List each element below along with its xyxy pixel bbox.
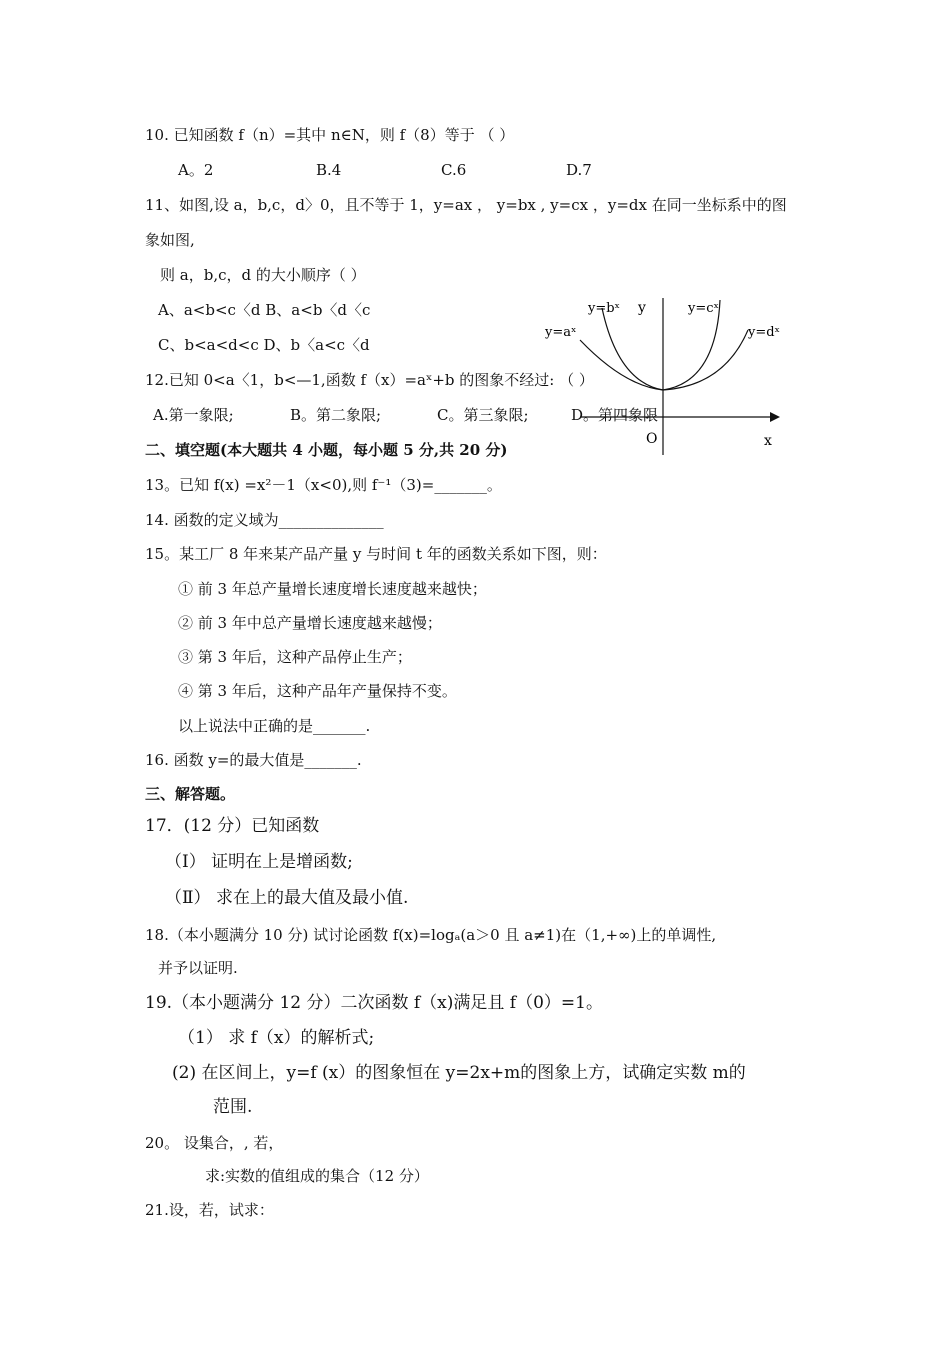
q13: 13。已知 f(x) =x²－1（x<0),则 f⁻¹（3)=_______。 bbox=[145, 476, 502, 494]
q11-stem: 11、如图,设 a，b,c，d〉0，且不等于 1，y=ax ， y=bx , y=cx ，y=dx 在同一坐标系中的图 bbox=[145, 196, 787, 214]
q11-options-ab: A、a<b<c〈d B、a<b〈d〈c bbox=[158, 301, 371, 319]
q15-item-1: ① 前 3 年总产量增长速度增长速度越来越快； bbox=[178, 580, 487, 598]
q19-stem: 19.（本小题满分 12 分）二次函数 f（x)满足且 f（0）=1。 bbox=[145, 993, 603, 1013]
q15-item-4: ④ 第 3 年后，这种产品年产量保持不变。 bbox=[178, 682, 457, 700]
q10-option-d: D.7 bbox=[566, 161, 592, 179]
curve-bx bbox=[602, 308, 663, 390]
q17-stem: 17．(12 分）已知函数 bbox=[145, 816, 320, 836]
q16: 16. 函数 y=的最大值是_______. bbox=[145, 751, 362, 769]
q15-item-2: ② 前 3 年中总产量增长速度越来越慢； bbox=[178, 614, 442, 632]
label-ax: y=aˣ bbox=[545, 325, 577, 340]
section-2-heading: 二、填空题(本大题共 4 小题，每小题 5 分,共 20 分) bbox=[145, 441, 508, 459]
q12-stem: 12.已知 0<a〈1，b<—1,函数 f（x）=aˣ+b 的图象不经过: （ ） bbox=[145, 371, 594, 389]
q21: 21.设，若，试求： bbox=[145, 1201, 274, 1219]
q12-option-c: C。第三象限; bbox=[437, 406, 529, 424]
label-x: x bbox=[764, 433, 772, 449]
section-3-heading: 三、解答题。 bbox=[145, 785, 236, 803]
q17-part-2: （Ⅱ） 求在上的最大值及最小值. bbox=[165, 888, 409, 908]
q12-option-d: D。第四象限 bbox=[571, 406, 659, 424]
q14: 14. 函数的定义域为______________ bbox=[145, 511, 384, 529]
q11-options-cd: C、b<a<d<c D、b〈a<c〈d bbox=[158, 336, 370, 354]
q12-option-a: A.第一象限; bbox=[153, 406, 234, 424]
q17-part-1: （Ⅰ） 证明在上是增函数; bbox=[165, 852, 353, 872]
label-cx: y=cˣ bbox=[688, 301, 720, 316]
q15-item-3: ③ 第 3 年后，这种产品停止生产； bbox=[178, 648, 412, 666]
q18-line-1: 18.（本小题满分 10 分) 试讨论函数 f(x)=logₐ(a＞0 且 a≠1)在（1,+∞)上的单调性, bbox=[145, 926, 717, 944]
label-bx: y=bˣ bbox=[588, 301, 621, 316]
q19-part-2-cont: 范围. bbox=[213, 1097, 253, 1117]
q10-option-b: B.4 bbox=[316, 161, 342, 179]
q19-part-2: (2) 在区间上，y=f (x）的图象恒在 y=2x+m的图象上方，试确定实数 m的 bbox=[172, 1063, 746, 1083]
q10-option-a: A。2 bbox=[178, 161, 214, 179]
q10-stem: 10. 已知函数 f（n）=其中 n∈N，则 f（8）等于 （ ） bbox=[145, 126, 515, 144]
q20-stem: 20。 设集合，, 若， bbox=[145, 1134, 284, 1152]
q20-ask: 求:实数的值组成的集合（12 分） bbox=[205, 1167, 429, 1185]
q19-part-1: （1） 求 f（x）的解析式; bbox=[178, 1028, 375, 1048]
label-origin: O bbox=[646, 431, 658, 447]
q11-ask: 则 a，b,c，d 的大小顺序（ ） bbox=[160, 266, 366, 284]
label-y: y bbox=[638, 300, 646, 316]
q10-option-c: C.6 bbox=[441, 161, 467, 179]
q15-stem: 15。某工厂 8 年来某产品产量 y 与时间 t 年的函数关系如下图，则： bbox=[145, 545, 607, 563]
label-dx: y=dˣ bbox=[748, 325, 781, 340]
q18-line-2: 并予以证明. bbox=[158, 959, 238, 977]
x-axis-arrow bbox=[770, 412, 780, 422]
q12-option-b: B。第二象限; bbox=[290, 406, 382, 424]
q15-ask: 以上说法中正确的是_______. bbox=[178, 717, 371, 735]
q11-stem-cont: 象如图, bbox=[145, 231, 195, 249]
